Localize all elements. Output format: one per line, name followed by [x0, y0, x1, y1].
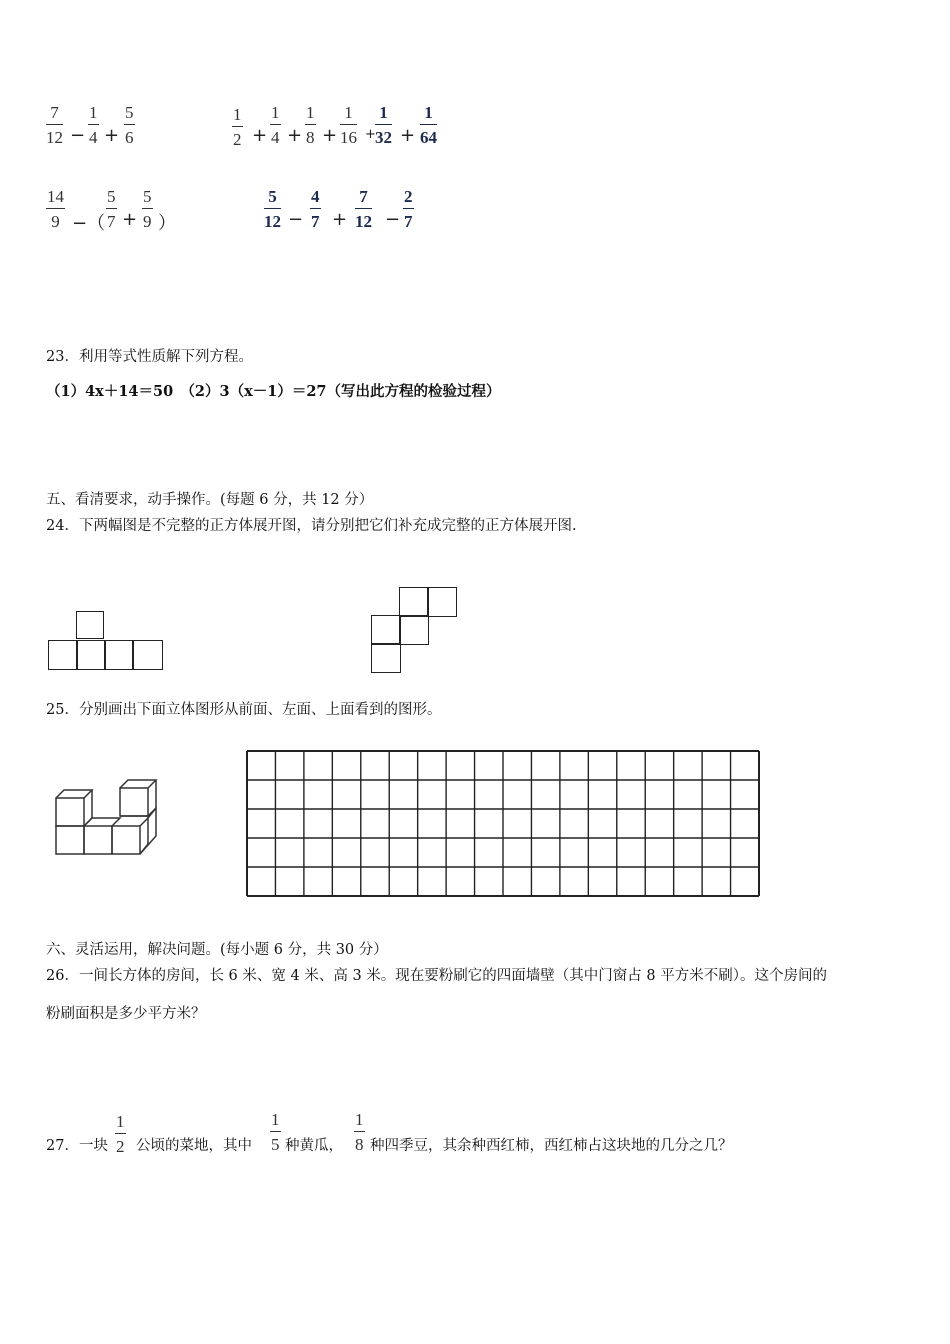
- question-26-line-2: 粉刷面积是多少平方米？: [46, 1006, 206, 1022]
- question-26-line-1: 26．一间长方体的房间，长 6 米、宽 4 米、高 3 米。现在要粉刷它的四面墙壁（其中门窗占 8 平方米不刷）。这个房间的: [46, 968, 827, 984]
- question-27-prefix: 27．一块: [46, 1138, 108, 1154]
- operator: −: [288, 209, 304, 230]
- question-23-title: 23．利用等式性质解下列方程。: [46, 349, 253, 365]
- section-6-heading: 六、灵活运用，解决问题。(每小题 6 分，共 30 分）: [46, 942, 388, 958]
- fraction: $\frac{7}{12}$: [355, 187, 372, 231]
- operator: +: [287, 125, 303, 146]
- fraction: $\frac{1}{32}$: [375, 103, 392, 147]
- fraction: $\frac{5}{9}$: [143, 187, 152, 231]
- fraction: $\frac{1}{8}$: [306, 103, 315, 147]
- net-square: [104, 640, 134, 670]
- operator: −: [385, 209, 401, 230]
- fraction: $\frac{1}{4}$: [89, 103, 98, 147]
- operator: +: [322, 125, 338, 146]
- fraction: $\frac{1}{8}$: [355, 1110, 364, 1154]
- operator: −（: [72, 213, 106, 234]
- operator: ）: [158, 213, 176, 234]
- fraction: $\frac{1}{2}$: [233, 105, 242, 149]
- operator: +: [365, 127, 376, 142]
- operator: +: [122, 209, 138, 230]
- fraction: $\frac{4}{7}$: [311, 187, 320, 231]
- net-square: [48, 640, 78, 670]
- cube-stack-figure: [50, 772, 165, 862]
- net-square: [76, 640, 106, 670]
- question-27-suffix: 种四季豆，其余种西红柿，西红柿占这块地的几分之几？: [370, 1138, 733, 1154]
- fraction: $\frac{1}{16}$: [340, 103, 357, 147]
- fraction: $\frac{5}{6}$: [125, 103, 134, 147]
- net-square: [399, 587, 429, 617]
- fraction: $\frac{1}{5}$: [271, 1110, 280, 1154]
- net-square: [76, 611, 104, 639]
- drawing-grid[interactable]: [245, 749, 761, 899]
- fraction: $\frac{2}{7}$: [404, 187, 413, 231]
- fraction: $\frac{5}{12}$: [264, 187, 281, 231]
- fraction: $\frac{1}{4}$: [271, 103, 280, 147]
- net-square: [371, 615, 401, 645]
- net-square: [399, 615, 429, 645]
- question-25-title: 25．分别画出下面立体图形从前面、左面、上面看到的图形。: [46, 702, 442, 718]
- net-square: [371, 643, 401, 673]
- operator: +: [400, 125, 416, 146]
- operator: −: [70, 125, 86, 146]
- section-5-heading: 五、看清要求，动手操作。(每题 6 分，共 12 分）: [46, 492, 374, 508]
- fraction: $\frac{5}{7}$: [107, 187, 116, 231]
- operator: +: [104, 125, 120, 146]
- question-24-text: 24．下两幅图是不完整的正方体展开图，请分别把它们补充成完整的正方体展开图.: [46, 518, 577, 534]
- question-23-equations: （1）4x＋14＝50 （2）3（x－1）＝27（写出此方程的检验过程）: [46, 383, 501, 400]
- net-square: [427, 587, 457, 617]
- fraction: $\frac{14}{9}$: [47, 187, 64, 231]
- fraction: $\frac{7}{12}$: [46, 103, 63, 147]
- fraction: $\frac{1}{2}$: [116, 1112, 125, 1156]
- net-square: [132, 640, 163, 670]
- operator: +: [332, 209, 348, 230]
- operator: +: [252, 125, 268, 146]
- question-27-mid-2: 种黄瓜，: [285, 1138, 343, 1154]
- question-27-mid-1: 公顷的菜地，其中: [136, 1138, 252, 1154]
- fraction: $\frac{1}{64}$: [420, 103, 437, 147]
